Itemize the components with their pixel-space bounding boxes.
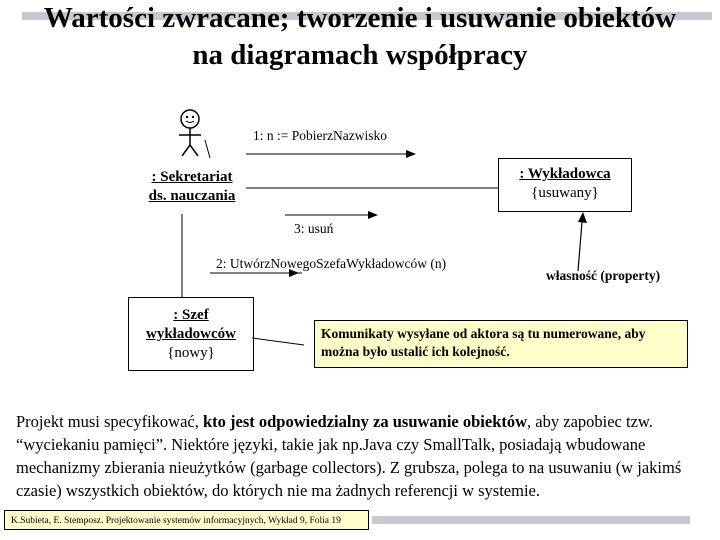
property-label: własność (property) — [546, 268, 661, 283]
paragraph-part-1: Projekt musi specyfikować, — [16, 412, 203, 431]
property-pointer-arrowhead — [578, 212, 587, 223]
msg1-arrowhead — [406, 150, 416, 158]
msg3-arrowhead — [368, 211, 378, 219]
note-link — [252, 338, 304, 345]
note-box: Komunikaty wysyłane od aktora są tu numerowane, aby można było ustalić ich kolejność. — [314, 320, 688, 368]
sekretariat-line-2: ds. nauczania — [148, 188, 236, 204]
sekretariat-line-1: : Sekretariat — [151, 169, 233, 185]
object-sekretariat — [134, 168, 250, 206]
msg2-label: 2: UtwórzNowegoSzefaWykładowców (n) — [216, 256, 447, 271]
actor-icon — [179, 110, 201, 156]
footer-citation: K.Subieta, E. Stemposz. Projektowanie systemów informacyjnych, Wykład 9, Folia 19 — [4, 510, 369, 530]
object-wykladowca — [498, 158, 632, 212]
msg1-label: 1: n := PobierzNazwisko — [253, 128, 387, 143]
szef-constraint: {nowy} — [167, 345, 215, 361]
body-paragraph — [16, 410, 716, 502]
footer-decor-bar — [372, 516, 690, 524]
wykladowca-constraint: {usuwany} — [531, 185, 599, 201]
title-line-1: Wartości zwracane; tworzenie i usuwanie obiektów — [43, 2, 677, 34]
paragraph-part-2: , aby zapobiec tzw. “wyciekaniu pamięci”. Niektóre języki, takie jak np.Java czy SmallTalk, posiadają wbudowane mechanizmy zbierania nieużytków (garbage collectors). Z grubsza, polega to na usuwaniu (w jakimś czasie) wszystkich obiektów, do których nie ma żadnych referencji w systemie. — [16, 412, 682, 500]
property-pointer-line — [578, 222, 582, 271]
actor-link — [205, 140, 210, 158]
wykladowca-name: : Wykładowca — [519, 166, 611, 182]
object-szef — [128, 297, 254, 371]
msg3-label: 3: usuń — [294, 221, 334, 236]
title-line-2: na diagramach współpracy — [192, 39, 528, 71]
szef-line-1: : Szef — [173, 307, 209, 323]
paragraph-bold: kto jest odpowiedzialny za usuwanie obiektów — [202, 412, 528, 431]
szef-line-2: wykładowców — [145, 326, 236, 342]
